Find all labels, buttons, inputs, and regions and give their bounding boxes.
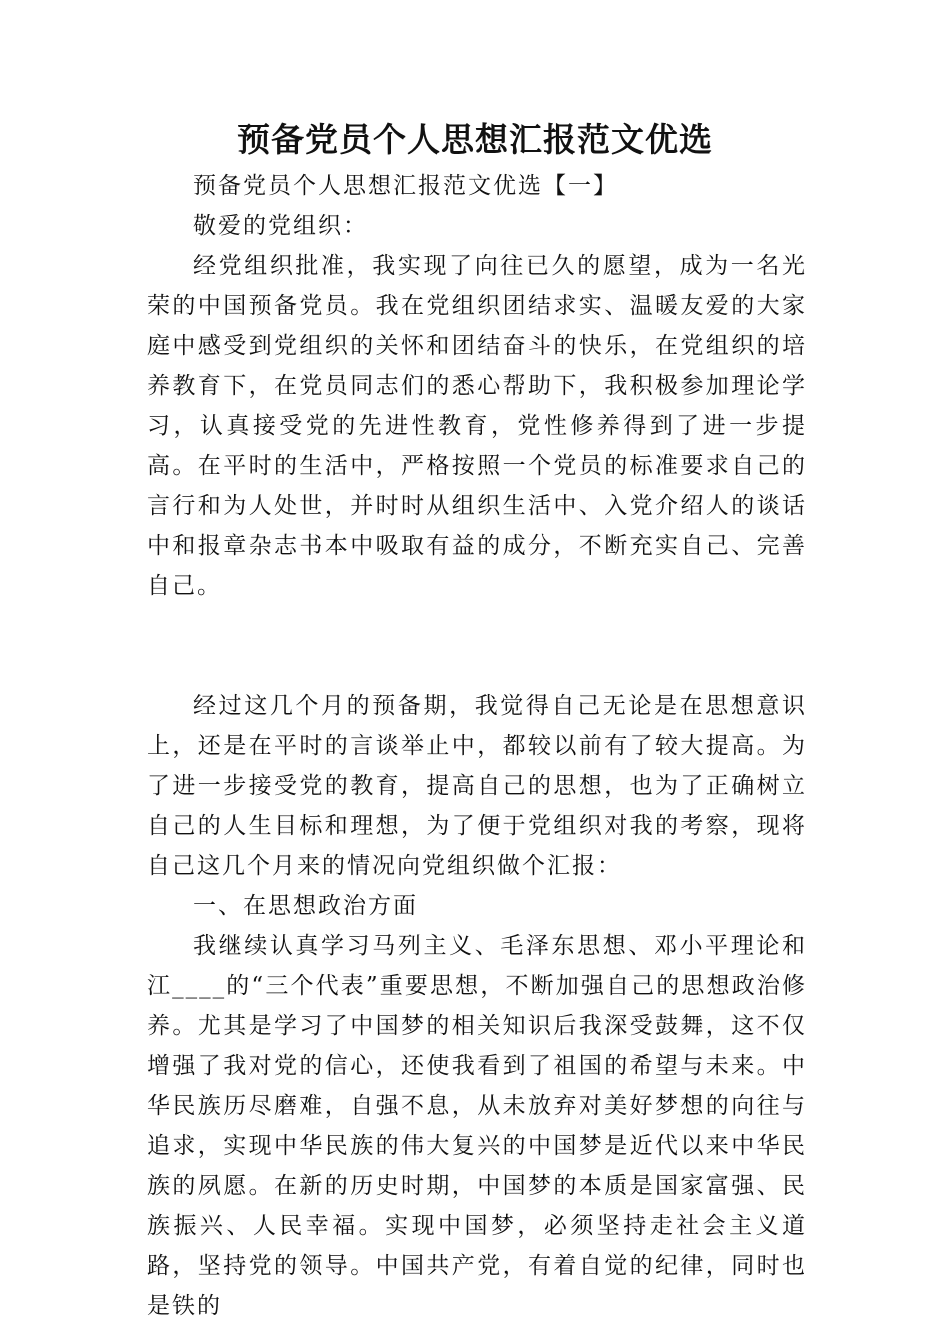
body-paragraph: 经过这几个月的预备期，我觉得自己无论是在思想意识上，还是在平时的言谈举止中，都较以前有了较大提高。为了进一步接受党的教育，提高自己的思想，也为了正确树立自己的人生目标和理想，为了便于党组织对我的考察，现将自己这几个月来的情况向党组织做个汇报： bbox=[147, 693, 807, 879]
section-heading: 预备党员个人思想汇报范文优选【一】 bbox=[193, 173, 618, 199]
paragraph-gap bbox=[147, 606, 807, 686]
document-body bbox=[147, 166, 807, 1326]
body-paragraph: 我继续认真学习马列主义、毛泽东思想、邓小平理论和江____的“三个代表”重要思想，不断加强自己的思想政治修养。尤其是学习了中国梦的相关知识后我深受鼓舞，这不仅增强了我对党的信心，还使我看到了祖国的希望与未来。中华民族历尽磨难，自强不息，从未放弃对美好梦想的向往与追求，实现中华民族的伟大复兴的中国梦是近代以来中华民族的夙愿。在新的历史时期，中国梦的本质是国家富强、民族振兴、人民幸福。实现中国梦，必须坚持走社会主义道路，坚持党的领导。中国共产党，有着自觉的纪律，同时也是铁的 bbox=[147, 933, 807, 1319]
subsection-heading: 一、在思想政治方面 bbox=[193, 893, 418, 919]
body-paragraph: 经党组织批准，我实现了向往已久的愿望，成为一名光荣的中国预备党员。我在党组织团结求实、温暖友爱的大家庭中感受到党组织的关怀和团结奋斗的快乐，在党组织的培养教育下，在党员同志们的悉心帮助下，我积极参加理论学习，认真接受党的先进性教育，党性修养得到了进一步提高。在平时的生活中，严格按照一个党员的标准要求自己的言行和为人处世，并时时从组织生活中、入党介绍人的谈话中和报章杂志书本中吸取有益的成分，不断充实自己、完善自己。 bbox=[147, 253, 807, 599]
salutation: 敬爱的党组织： bbox=[193, 213, 368, 239]
document-title: 预备党员个人思想汇报范文优选 bbox=[237, 120, 713, 159]
